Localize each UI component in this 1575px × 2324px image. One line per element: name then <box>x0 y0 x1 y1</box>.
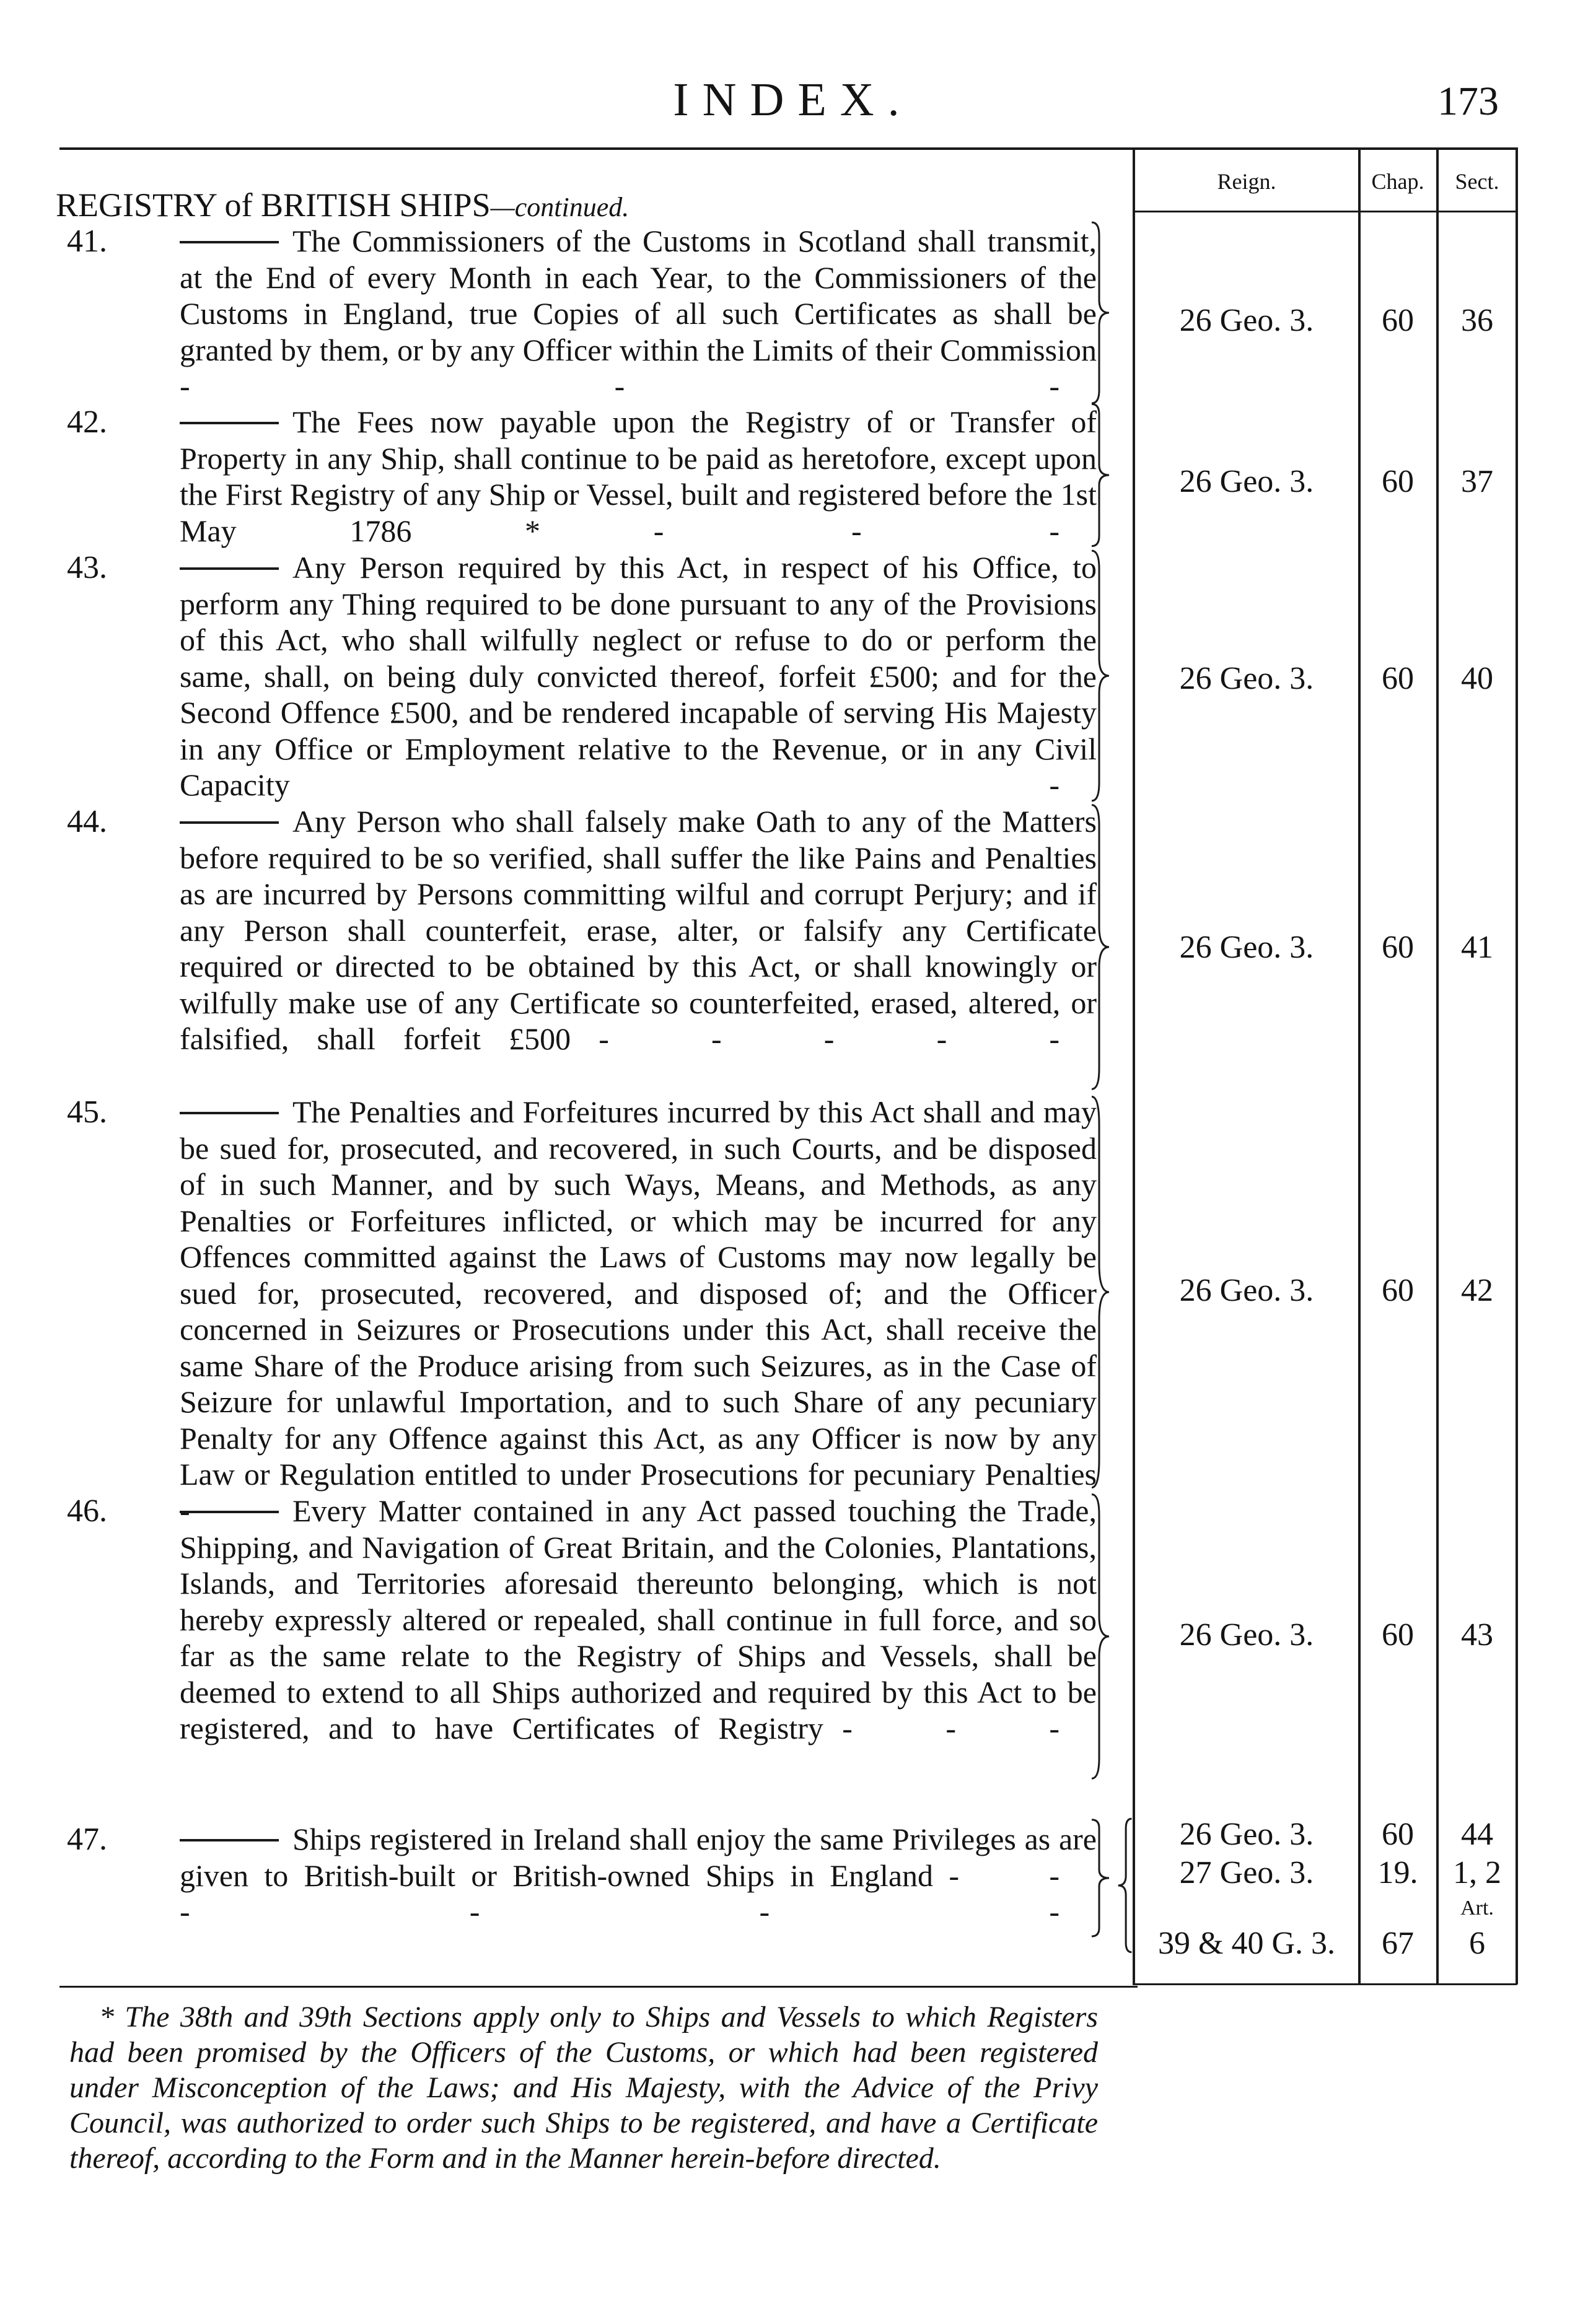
entry-number: 42. <box>67 404 107 440</box>
section-cell: 37 <box>1461 464 1493 499</box>
page-number: 173 <box>1437 79 1499 124</box>
reign-cell: 39 & 40 G. 3. <box>1158 1926 1335 1961</box>
chapter-cell: 60 <box>1382 464 1414 499</box>
reign-column-rule <box>1133 147 1135 1985</box>
brace-entry-46 <box>1090 1492 1113 1781</box>
section-title-main: REGISTRY of BRITISH SHIPS <box>56 186 491 224</box>
brace-entry-43 <box>1090 548 1113 803</box>
running-title: INDEX. <box>673 74 913 126</box>
section-cell: 36 <box>1461 303 1493 338</box>
header-rule <box>59 147 1516 150</box>
section-cell: 43 <box>1461 1617 1493 1653</box>
entry-text: Any Person who shall falsely make Oath to any of the Matters before required to be so verified, shall suffer the like Pains and Penalties as are incurred by Persons committing wilful and corrupt Perjury; and if any Person shall counterfeit, erase, alter, or falsify any Certificate required or directed to be obtained by this Act, or shall knowingly or wilfully make use of any Certificate so counterfeited, erased, altered, or falsified, shall forfeit £500 - - - - - <box>180 804 1097 1056</box>
footnote-rule <box>59 1986 1138 1988</box>
chapter-cell: 60 <box>1382 1617 1414 1653</box>
brace-entry-42 <box>1090 403 1113 548</box>
entry-text: The Fees now payable upon the Registry of or Transfer of Property in any Ship, shall continue to be paid as heretofore, except upon the First Registry of any Ship or Vessel, built and registered before the 1st May 1786 * - - - <box>180 404 1097 548</box>
chapter-column-header: Chap. <box>1371 169 1424 194</box>
footnote: * The 38th and 39th Sections apply only to Ships and Vessels to which Registers had been promised by the Officers of the Customs, or which had been registered under Misconception of the Laws; and His Majesty, with the Advice of the Privy Council, was authorized to order such Ships to be registered, and have a Certificate thereof, according to the Form and in the Manner herein-before directed. <box>69 2001 1098 2175</box>
article-label: Art. <box>1460 1897 1494 1920</box>
column-header-rule <box>1133 211 1517 212</box>
chapter-cell: 67 <box>1382 1926 1414 1961</box>
entry-text: The Commissioners of the Customs in Scotland shall transmit, at the End of every Month in each Year, to the Commissioners of the Customs in England, true Copies of all such Certificates as shall be granted by them, or by any Officer within the Limits of their Commission - - - <box>180 224 1097 403</box>
chapter-column-rule <box>1358 147 1361 1985</box>
section-cell: 1, 2 <box>1453 1855 1501 1890</box>
chapter-cell: 60 <box>1382 303 1414 338</box>
reign-cell: 26 Geo. 3. <box>1179 1617 1314 1653</box>
citation-brace-entry-47 <box>1115 1817 1133 1954</box>
table-bottom-rule <box>1133 1983 1517 1985</box>
section-cell: 6 <box>1469 1926 1485 1961</box>
brace-entry-45 <box>1090 1093 1113 1492</box>
chapter-cell: 60 <box>1382 930 1414 965</box>
entry-number: 46. <box>67 1493 107 1529</box>
chapter-cell: 19. <box>1377 1855 1418 1890</box>
chapter-cell: 60 <box>1382 1817 1414 1852</box>
section-cell: 41 <box>1461 930 1493 965</box>
entry-number: 47. <box>67 1822 107 1857</box>
reign-cell: 26 Geo. 3. <box>1179 1817 1314 1852</box>
section-title-continued: —continued. <box>490 192 630 222</box>
entry-number: 43. <box>67 550 107 585</box>
chapter-cell: 60 <box>1382 1273 1414 1308</box>
entry-text: Ships registered in Ireland shall enjoy the same Privileges as are given to British-built or British-owned Ships in England - - - - - - <box>180 1822 1097 1929</box>
reign-cell: 26 Geo. 3. <box>1179 464 1314 499</box>
entry-text: Every Matter contained in any Act passed touching the Trade, Shipping, and Navigation of Great Britain, and the Colonies, Plantations, Islands, and Territories aforesaid thereunto belonging, which is not hereby expressly altered or repealed, shall continue in full force, and so far as the same relate to the Registry of Ships and Vessels, shall be deemed to extend to all Ships authorized and required by this Act to be registered, and to have Certificates of Registry - - - <box>180 1493 1097 1745</box>
entry-number: 45. <box>67 1094 107 1130</box>
section-title <box>56 186 629 224</box>
entry-number: 41. <box>67 224 107 259</box>
brace-entry-47 <box>1090 1819 1113 1937</box>
entry-text: The Penalties and Forfeitures incurred by this Act shall and may be sued for, prosecuted, and recovered, in such Courts, and be disposed of in such Manner, and by such Ways, Means, and Methods, as any Penalties or Forfeitures inflicted, or which may be incurred for any Offences committed against the Laws of Customs may now legally be sued for, prosecuted, recovered, and disposed of; and the Officer concerned in Seizures or Prosecutions under this Act, shall receive the same Share of the Produce arising from such Seizures, as in the Case of Seizure for unlawful Importation, and to such Share of any pecuniary Penalty for any Offence against this Act, as any Officer is now by any Law or Regulation entitled to under Prosecutions for pecuniary Penalties - <box>180 1094 1097 1528</box>
reign-cell: 27 Geo. 3. <box>1179 1855 1314 1890</box>
section-cell: 44 <box>1461 1817 1493 1852</box>
reign-cell: 26 Geo. 3. <box>1179 661 1314 696</box>
brace-entry-44 <box>1090 802 1113 1092</box>
reign-column-header: Reign. <box>1217 169 1276 194</box>
reign-cell: 26 Geo. 3. <box>1179 1273 1314 1308</box>
section-cell: 40 <box>1461 661 1493 696</box>
section-column-header: Sect. <box>1455 169 1499 194</box>
entry-text: Any Person required by this Act, in respect of his Office, to perform any Thing required to be done pursuant to any of the Provisions of this Act, who shall wilfully neglect or refuse to do or perform the same, shall, on being duly convicted thereof, forfeit £500; and for the Second Offence £500, and be rendered incapable of serving His Majesty in any Office or Employment relative to the Revenue, or in any Civil Capacity - <box>180 550 1097 802</box>
brace-entry-41 <box>1090 221 1113 405</box>
right-column-rule <box>1516 147 1518 1985</box>
reign-cell: 26 Geo. 3. <box>1179 303 1314 338</box>
reign-cell: 26 Geo. 3. <box>1179 930 1314 965</box>
section-cell: 42 <box>1461 1273 1493 1308</box>
section-column-rule <box>1436 147 1439 1985</box>
chapter-cell: 60 <box>1382 661 1414 696</box>
entry-number: 44. <box>67 804 107 839</box>
